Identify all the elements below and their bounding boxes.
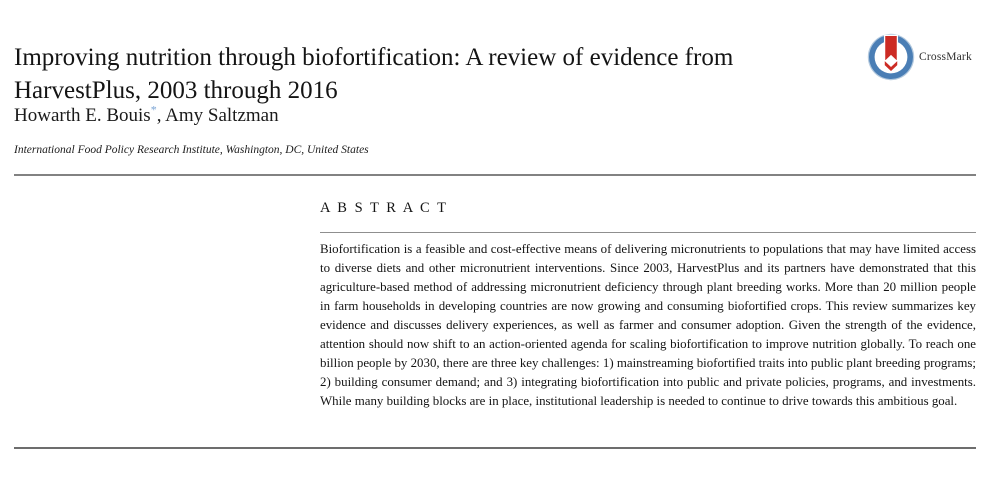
author-name-2: , Amy Saltzman [156, 105, 279, 126]
author-line [14, 102, 279, 127]
author-name-1: Howarth E. Bouis [14, 105, 151, 126]
article-title [14, 41, 859, 107]
abstract-heading: A B S T R A C T [320, 200, 448, 216]
header-divider-rule [14, 174, 976, 176]
crossmark-label: CrossMark [919, 51, 972, 63]
abstract-divider-rule [320, 232, 976, 233]
corresponding-author-asterisk: * [150, 102, 157, 117]
crossmark-logo-icon [867, 33, 915, 81]
article-title-line-1: Improving nutrition through biofortification: A review of evidence from [14, 43, 734, 71]
abstract-text: Biofortification is a feasible and cost-effective means of delivering micronutrients to populations that may have limited access to diverse diets and other micronutrient interventions. Since 2003, HarvestPlus and its partners have demonstrated that this agriculture-based method of addressing micronutrient deficiency through plant breeding works. More than 20 million people in farm households in developing countries are now growing and consuming biofortified crops. This review summarizes key evidence and discusses delivery experiences, as well as farmer and consumer adoption. Given the strength of the evidence, attention should now shift to an action-oriented agenda for scaling biofortification to improve nutrition globally. To reach one billion people by 2030, there are three key challenges: 1) mainstreaming biofortified traits into public plant breeding programs; 2) building consumer demand; and 3) integrating biofortification into public and private policies, programs, and investments. While many building blocks are in place, institutional leadership is needed to continue to drive towards this ambitious goal. [320, 242, 976, 408]
footer-divider-rule [14, 447, 976, 449]
article-title-line-2: HarvestPlus, 2003 through 2016 [14, 76, 338, 104]
crossmark-badge[interactable] [867, 33, 972, 81]
affiliation-line: International Food Policy Research Institute, Washington, DC, United States [14, 144, 369, 156]
